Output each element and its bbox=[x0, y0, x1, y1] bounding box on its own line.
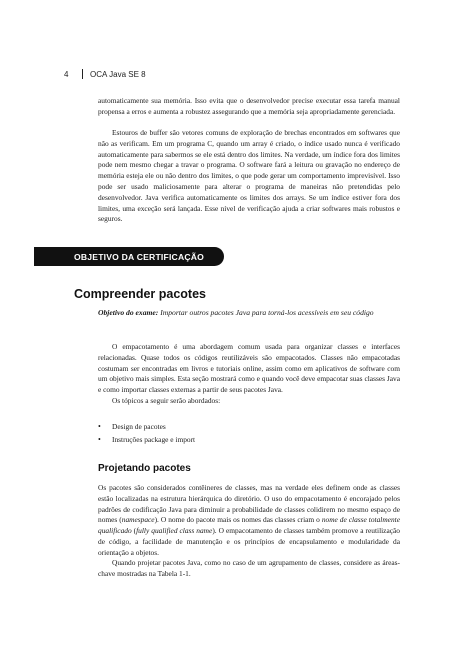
topics-list bbox=[98, 420, 400, 446]
text-run: ). O empacotamento de classes também promove a reutilização de código, a facilidade de manutenção e os princípios de encapsulamento e modularidade da orientação a objetos. bbox=[98, 526, 400, 557]
section-title: Compreender pacotes bbox=[74, 287, 206, 301]
page-number: 4 bbox=[64, 69, 69, 79]
list-item: • Instruções package e import bbox=[98, 433, 400, 446]
term-fully-qualified-name: nome de classe totalmente qualificado bbox=[98, 515, 400, 536]
text-run: ). O nome do pacote mais os nomes das classes criam o bbox=[154, 515, 322, 525]
paragraph-topics-intro: Os tópicos a seguir serão abordados: bbox=[112, 396, 221, 405]
certification-objective-banner bbox=[34, 247, 224, 266]
objective-label: Objetivo do exame: bbox=[98, 308, 159, 317]
text-run: Os pacotes são considerados contêineres de classes, mas na verdade eles definem onde as classes estão localizadas na estrutura hierárquica do diretório. O uso do empacotamento é encorajado pelos padrões de codificação Java para diminuir a probabilidade de classes colidirem no mesmo espaço de nomes ( bbox=[98, 483, 400, 525]
paragraph-memory: automaticamente sua memória. Isso evita que o desenvolvedor precise executar essa tarefa manual propensa a erros e aumenta a robustez assegurando que a memória seja apropriadamente gerenciada. bbox=[98, 96, 400, 116]
exam-objective bbox=[98, 307, 400, 318]
header-divider bbox=[82, 69, 83, 79]
paragraph-buffer-overflow: Estouros de buffer são vetores comuns de exploração de brechas encontrados em softwares que não as verificam. Em um programa C, quando um array é criado, o índice usado nunca é verificado automaticamente para sabermos se ele está dentro dos limites. Na verdade, um índice fora dos limites pode nem mesmo chegar a travar o programa. O software fará a leitura ou gravação no endereço de memória esteja ele ou não dentro dos limites, o que pode gerar um comportamento imprevisível. Isso pode ser usado maliciosamente para alterar o programa de maneiras não pretendidas pelo desenvolvedor. Java verifica automaticamente os limites dos arrays. Se um índice estiver fora dos limites, uma exceção será lançada. Esse nível de verificação ajuda a criar softwares mais robustos e seguros. bbox=[98, 128, 400, 224]
term-fqcn-english: fully qualified class name bbox=[136, 526, 213, 536]
list-item: • Design de pacotes bbox=[98, 420, 400, 433]
running-header bbox=[64, 69, 384, 79]
subsection-title: Projetando pacotes bbox=[98, 463, 191, 474]
term-namespace: namespace bbox=[121, 515, 155, 525]
banner-label: OBJETIVO DA CERTIFICAÇÃO bbox=[74, 251, 205, 262]
text-run: ( bbox=[131, 526, 137, 536]
paragraph-packaging-intro: O empacotamento é uma abordagem comum usada para organizar classes e interfaces relacionadas. Quase todos os códigos reutilizáveis são empacotados. Classes não empacotadas costumam ser encontradas em livros e tutoriais online, assim como em aplicativos de software com um objetivo mais simples. Esta seção mostrará como e quando você deve empacotar suas classes Java e como importar classes externas a partir de seus pacotes Java. bbox=[98, 342, 400, 395]
book-title: OCA Java SE 8 bbox=[90, 69, 146, 79]
objective-text: Importar outros pacotes Java para torná-los acessíveis em seu código bbox=[158, 308, 374, 317]
paragraph-design-considerations: Quando projetar pacotes Java, como no caso de um agrupamento de classes, considere as áreas-chave mostradas na Tabela 1-1. bbox=[98, 558, 400, 578]
paragraph-package-design bbox=[98, 483, 400, 559]
